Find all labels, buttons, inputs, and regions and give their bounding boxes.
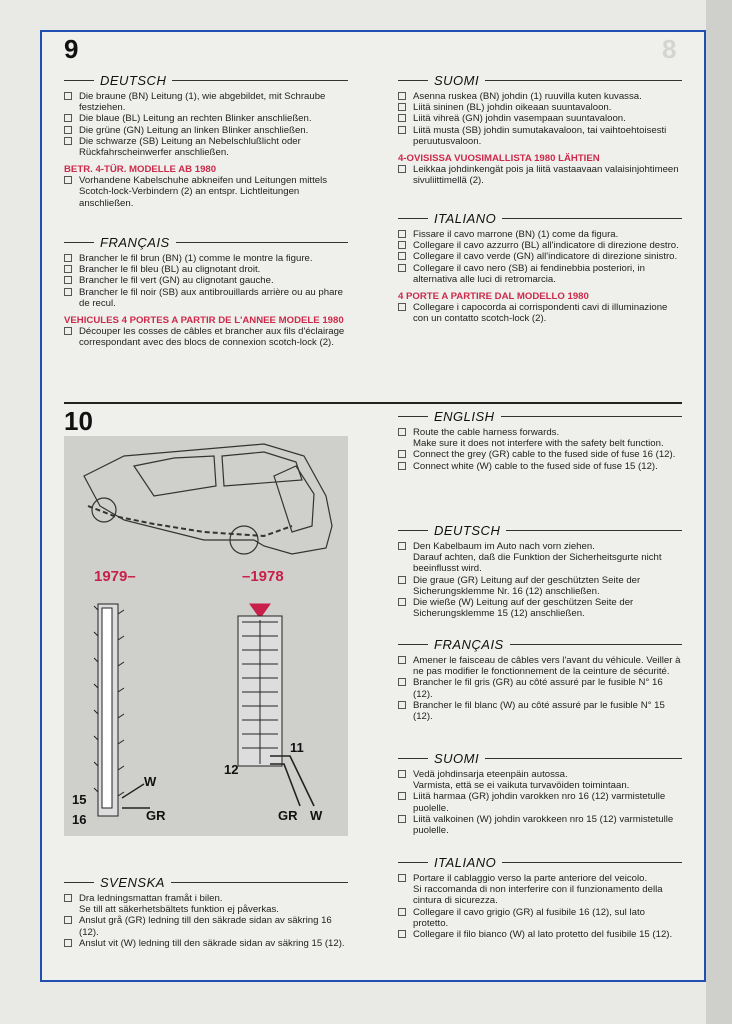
instruction-item xyxy=(64,264,348,275)
language-title: DEUTSCH xyxy=(434,522,501,538)
model-year-subheading: BETR. 4-TÜR. MODELLE AB 1980 xyxy=(64,164,217,176)
instruction-item xyxy=(64,326,348,348)
step10-francais xyxy=(398,636,682,722)
language-title: SUOMI xyxy=(434,750,480,766)
instruction-text: Connect white (W) cable to the fused side of fuse 15 (12). xyxy=(413,460,658,472)
car-and-fuse-illustration xyxy=(64,436,348,836)
instruction-item xyxy=(398,873,682,907)
instruction-text: Brancher le fil gris (GR) au côté assuré par le fusible N° 16 (12). xyxy=(413,677,663,700)
checkbox-icon xyxy=(398,656,406,664)
instruction-text: Fissare il cavo marrone (BN) (1) come da figura. xyxy=(413,229,619,240)
heading-rule xyxy=(485,80,682,81)
checkbox-icon xyxy=(64,916,72,924)
instruction-item xyxy=(398,113,682,124)
heading-rule xyxy=(398,758,428,759)
language-title: SUOMI xyxy=(434,72,480,88)
instruction-item xyxy=(64,91,348,113)
section-heading xyxy=(398,854,682,870)
car-illustration xyxy=(84,444,332,554)
instruction-item xyxy=(64,253,348,264)
instruction-item xyxy=(64,893,348,915)
section-heading xyxy=(398,522,682,538)
checkbox-icon xyxy=(398,701,406,709)
section-heading xyxy=(64,234,348,250)
instruction-text: Dra ledningsmattan framåt i bilen. Se till att säkerhetsbältets funktion ej påverkas. xyxy=(79,893,279,916)
checkbox-icon xyxy=(398,874,406,882)
heading-rule xyxy=(398,416,428,417)
step10-english xyxy=(398,408,682,472)
instruction-text: Die grüne (GN) Leitung an linken Blinker anschließen. xyxy=(79,124,309,136)
heading-rule xyxy=(64,242,94,243)
checkbox-icon xyxy=(398,230,406,238)
fuse-box-1979 xyxy=(94,604,150,816)
instruction-item xyxy=(398,791,682,813)
heading-rule xyxy=(502,862,682,863)
label-11: 11 xyxy=(290,740,304,755)
instruction-item xyxy=(398,125,682,147)
step10-suomi xyxy=(398,750,682,836)
step9-francais xyxy=(64,234,348,348)
checkbox-icon xyxy=(64,126,72,134)
step-9-number: 9 xyxy=(64,34,79,64)
label-gr-left: GR xyxy=(146,808,166,823)
label-gr-right: GR xyxy=(278,808,298,823)
language-title: ITALIANO xyxy=(434,210,497,226)
instruction-item xyxy=(398,229,682,240)
instruction-text: Den Kabelbaum im Auto nach vorn ziehen. Darauf achten, daß die Funktion der Sicherheitsgurte nicht beeinflusst wird. xyxy=(413,541,662,575)
instruction-text: Leikkaa johdinkengät pois ja liitä vastaavaan valaisinjohtimeen sivuliittimellä (2). xyxy=(413,164,679,187)
instruction-text: Amener le faisceau de câbles vers l'avant du véhicule. Veiller à ne pas modifier le fonctionnement de la ceinture de sécurité. xyxy=(413,655,681,678)
instruction-text: Liitä musta (SB) johdin sumutakavaloon, tai vaihtoehtoisesti peruutusvaloon. xyxy=(413,124,667,147)
instruction-item xyxy=(398,91,682,102)
checkbox-icon xyxy=(398,576,406,584)
heading-rule xyxy=(398,862,428,863)
section-heading xyxy=(64,72,348,88)
instruction-text: Liitä harmaa (GR) johdin varokken nro 16 (12) varmistetulle puolelle. xyxy=(413,791,666,814)
instruction-item xyxy=(398,575,682,597)
checkbox-icon xyxy=(398,114,406,122)
checkbox-icon xyxy=(398,103,406,111)
instruction-item xyxy=(398,541,682,575)
label-12: 12 xyxy=(224,762,239,777)
diagram-year-left: 1979– xyxy=(94,568,136,585)
heading-rule xyxy=(171,882,348,883)
instruction-item xyxy=(64,113,348,124)
checkbox-icon xyxy=(398,542,406,550)
heading-rule xyxy=(398,218,428,219)
instruction-item xyxy=(398,929,682,940)
section-heading xyxy=(398,72,682,88)
instruction-item xyxy=(398,769,682,791)
instruction-text: Brancher le fil blanc (W) au côté assuré par le fusible N° 15 (12). xyxy=(413,699,665,723)
instruction-text: Collegare il cavo verde (GN) all'indicatore di direzione sinistro. xyxy=(413,251,678,263)
heading-rule xyxy=(64,80,94,81)
instruction-item xyxy=(398,700,682,722)
section-heading xyxy=(398,408,682,424)
instruction-text: Brancher le fil noir (SB) aux antibrouillards arrière ou au phare de recul. xyxy=(79,286,343,309)
step9-deutsch xyxy=(64,72,348,209)
checkbox-icon xyxy=(64,288,72,296)
language-title: SVENSKA xyxy=(100,874,165,890)
instruction-text: Route the cable harness forwards. Make sure it does not interfere with the safety belt function. xyxy=(413,427,664,450)
instruction-item xyxy=(398,263,682,285)
checkbox-icon xyxy=(398,815,406,823)
heading-rule xyxy=(176,242,348,243)
step-divider xyxy=(64,402,682,404)
step-8-ghost-number: 8 xyxy=(662,34,677,64)
checkbox-icon xyxy=(64,137,72,145)
checkbox-icon xyxy=(398,303,406,311)
checkbox-icon xyxy=(398,165,406,173)
checkbox-icon xyxy=(398,126,406,134)
instruction-item xyxy=(398,427,682,449)
instruction-text: Die graue (GR) Leitung auf der geschützten Seite der Sicherungsklemme Nr. 16 (12) anschließen. xyxy=(413,574,641,597)
instruction-text: Vedä johdinsarja eteenpäin autossa. Varmista, että se ei vaikuta turvavöiden toimintaan. xyxy=(413,769,630,792)
checkbox-icon xyxy=(398,908,406,916)
heading-rule xyxy=(502,218,682,219)
checkbox-icon xyxy=(64,92,72,100)
instruction-item xyxy=(398,814,682,836)
fuse-box-1978 xyxy=(238,604,314,806)
instruction-text: Découper les cosses de câbles et brancher aux fils d'éclairage correspondant avec des blocs de connexion scotch-lock (2). xyxy=(79,326,345,349)
instruction-text: Brancher le fil vert (GN) au clignotant gauche. xyxy=(79,275,274,287)
label-w-right: W xyxy=(310,808,323,823)
heading-rule xyxy=(398,530,428,531)
instruction-text: Anslut grå (GR) ledning till den säkrade sidan av säkring 16 (12). xyxy=(79,915,332,938)
section-heading xyxy=(398,750,682,766)
instruction-item xyxy=(64,275,348,286)
checkbox-icon xyxy=(398,264,406,272)
instruction-text: Collegare il filo bianco (W) al lato protetto del fusibile 15 (12). xyxy=(413,929,673,941)
section-heading xyxy=(398,636,682,652)
instruction-text: Vorhandene Kabelschuhe abkneifen und Leitungen mittels Scotch-lock-Verbindern (2) an entspr. Lichtleitungen anschließen. xyxy=(79,175,328,209)
step9-suomi xyxy=(398,72,682,186)
heading-rule xyxy=(398,644,428,645)
page-edge xyxy=(706,0,732,1024)
model-year-subheading: VEHICULES 4 PORTES A PARTIR DE L'ANNEE MODELE 1980 xyxy=(64,315,344,327)
step10-italiano xyxy=(398,854,682,940)
checkbox-icon xyxy=(64,327,72,335)
language-title: FRANÇAIS xyxy=(100,234,170,250)
instruction-item xyxy=(64,915,348,937)
label-16: 16 xyxy=(72,812,87,827)
instruction-text: Die schwarze (SB) Leitung an Nebelschlußlicht oder Rückfahrscheinwerfer anschließen. xyxy=(79,135,301,159)
instruction-item xyxy=(64,175,348,209)
instruction-item xyxy=(398,597,682,619)
checkbox-icon xyxy=(64,254,72,262)
instruction-text: Die wieße (W) Leitung auf der geschützen Seite der Sicherungsklemme 15 (12) anschließen. xyxy=(413,597,634,620)
checkbox-icon xyxy=(398,428,406,436)
instruction-item xyxy=(64,287,348,309)
instruction-item xyxy=(64,136,348,158)
instruction-item xyxy=(398,251,682,262)
instruction-item xyxy=(398,102,682,113)
heading-rule xyxy=(501,416,682,417)
checkbox-icon xyxy=(398,792,406,800)
checkbox-icon xyxy=(398,770,406,778)
instruction-text: Die blaue (BL) Leitung an rechten Blinker anschließen. xyxy=(79,113,312,125)
language-title: DEUTSCH xyxy=(100,72,167,88)
model-year-subheading: 4-OVISISSA VUOSIMALLISTA 1980 LÄHTIEN xyxy=(398,153,600,165)
label-w-left: W xyxy=(144,774,157,789)
step9-italiano xyxy=(398,210,682,324)
heading-rule xyxy=(510,644,682,645)
instruction-text: Portare il cablaggio verso la parte anteriore del veicolo. Si raccomanda di non interferire con il funzionamento della cintura di sicurezza. xyxy=(413,873,663,907)
instruction-item xyxy=(64,938,348,949)
instruction-item xyxy=(398,449,682,460)
instruction-text: Brancher le fil brun (BN) (1) comme le montre la figure. xyxy=(79,253,313,264)
section-heading xyxy=(398,210,682,226)
checkbox-icon xyxy=(398,241,406,249)
checkbox-icon xyxy=(398,450,406,458)
instruction-text: Brancher le fil bleu (BL) au clignotant droit. xyxy=(79,264,261,276)
language-title: FRANÇAIS xyxy=(434,636,504,652)
checkbox-icon xyxy=(64,939,72,947)
step10-svenska xyxy=(64,874,348,949)
instruction-item xyxy=(398,461,682,472)
checkbox-icon xyxy=(64,276,72,284)
language-title: ENGLISH xyxy=(434,408,495,424)
checkbox-icon xyxy=(64,114,72,122)
heading-rule xyxy=(506,530,682,531)
heading-rule xyxy=(64,882,94,883)
instruction-item xyxy=(398,907,682,929)
instruction-text: Asenna ruskea (BN) johdin (1) ruuvilla kuten kuvassa. xyxy=(413,91,642,102)
instruction-text: Connect the grey (GR) cable to the fused side of fuse 16 (12). xyxy=(413,449,676,461)
instruction-text: Collegare il cavo azzurro (BL) all'indicatore di direzione destro. xyxy=(413,240,679,252)
instruction-item xyxy=(398,655,682,677)
checkbox-icon xyxy=(398,598,406,606)
checkbox-icon xyxy=(398,462,406,470)
instruction-text: Collegare il cavo nero (SB) ai fendinebbia posteriori, in alternativa alle luci di retromarcia. xyxy=(413,262,645,285)
model-year-subheading: 4 PORTE A PARTIRE DAL MODELLO 1980 xyxy=(398,291,589,303)
heading-rule xyxy=(172,80,348,81)
instruction-text: Liitä sininen (BL) johdin oikeaan suuntavaloon. xyxy=(413,102,612,114)
checkbox-icon xyxy=(398,678,406,686)
language-title: ITALIANO xyxy=(434,854,497,870)
step10-deutsch xyxy=(398,522,682,619)
diagram-year-right: –1978 xyxy=(242,568,284,585)
section-heading xyxy=(64,874,348,890)
instruction-item xyxy=(398,302,682,324)
instruction-item xyxy=(398,164,682,186)
instruction-item xyxy=(398,240,682,251)
checkbox-icon xyxy=(64,265,72,273)
instruction-text: Collegare i capocorda ai corrispondenti cavi di illuminazione con un contatto scotch-lock (2). xyxy=(413,302,668,325)
checkbox-icon xyxy=(398,252,406,260)
label-15: 15 xyxy=(72,792,87,807)
step-10-number: 10 xyxy=(64,406,93,436)
instruction-text: Liitä vihreä (GN) johdin vasempaan suuntavaloon. xyxy=(413,113,626,125)
instruction-text: Collegare il cavo grigio (GR) al fusibile 16 (12), sul lato protetto. xyxy=(413,906,645,929)
wiring-diagram xyxy=(64,436,348,836)
instruction-text: Liitä valkoinen (W) johdin varokkeen nro 15 (12) varmistetulle puolelle. xyxy=(413,813,674,837)
instruction-item xyxy=(64,125,348,136)
heading-rule xyxy=(485,758,682,759)
instruction-text: Die braune (BN) Leitung (1), wie abgebildet, mit Schraube festziehen. xyxy=(79,91,326,114)
checkbox-icon xyxy=(64,176,72,184)
checkbox-icon xyxy=(64,894,72,902)
instruction-text: Anslut vit (W) ledning till den säkrade sidan av säkring 15 (12). xyxy=(79,937,345,949)
checkbox-icon xyxy=(398,92,406,100)
heading-rule xyxy=(398,80,428,81)
instruction-item xyxy=(398,677,682,699)
checkbox-icon xyxy=(398,930,406,938)
